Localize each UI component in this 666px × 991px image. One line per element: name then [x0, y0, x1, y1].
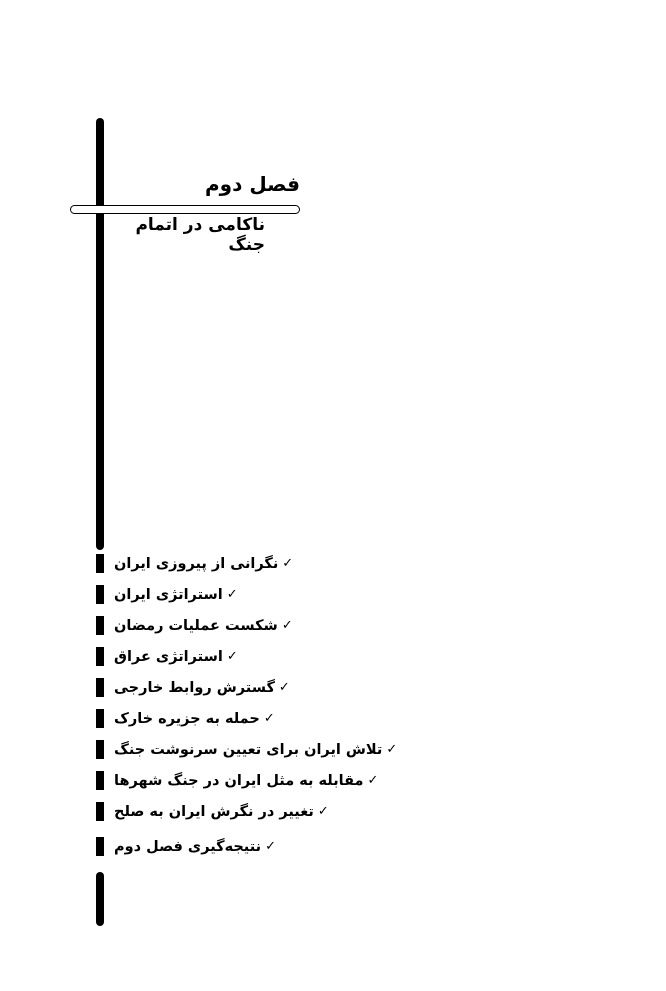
checkmark-icon: ✓	[367, 773, 379, 788]
checkmark-icon: ✓	[386, 742, 398, 757]
checkmark-icon: ✓	[281, 618, 293, 633]
checkmark-icon: ✓	[265, 839, 276, 854]
bar-marker-icon	[96, 740, 104, 759]
checkmark-icon: ✓	[226, 649, 238, 664]
bar-marker-icon	[96, 837, 104, 856]
toc-item	[96, 831, 397, 862]
bar-marker-icon	[96, 678, 104, 697]
toc-item	[96, 765, 397, 796]
toc-item-label: استراتژی ایران	[114, 586, 223, 603]
toc-item-label: استراتژی عراق	[114, 648, 223, 665]
bar-marker-icon	[96, 616, 104, 635]
bar-marker-icon	[96, 554, 104, 573]
toc-item-label: مقابله به مثل ایران در جنگ شهرها	[114, 772, 364, 789]
bar-marker-icon	[96, 802, 104, 821]
toc-item	[96, 672, 397, 703]
toc-item-label: نتیجه‌گیری فصل دوم	[114, 838, 262, 855]
checkmark-icon: ✓	[278, 680, 290, 695]
toc-item-label: تلاش ایران برای تعیین سرنوشت جنگ	[114, 741, 383, 758]
bar-marker-icon	[96, 647, 104, 666]
checkmark-icon: ✓	[226, 587, 238, 602]
checkmark-icon: ✓	[317, 804, 329, 819]
checkmark-icon: ✓	[282, 556, 294, 571]
bar-marker-icon	[96, 709, 104, 728]
toc-item	[96, 548, 397, 579]
bar-marker-icon	[96, 771, 104, 790]
toc-item	[96, 703, 397, 734]
chapter-rule	[70, 205, 300, 214]
checkmark-icon: ✓	[263, 711, 275, 726]
toc-item	[96, 610, 397, 641]
toc-item	[96, 734, 397, 765]
toc-item-label: نگرانی از پیروزی ایران	[114, 555, 279, 572]
toc-item-label: تغییر در نگرش ایران به صلح	[114, 803, 314, 820]
toc-item	[96, 641, 397, 672]
toc-item	[96, 796, 397, 827]
toc-item-label: گسترش روابط خارجی	[114, 679, 275, 696]
chapter-label: فصل دوم	[205, 172, 300, 196]
chapter-title: ناکامی در اتمام جنگ	[135, 215, 265, 255]
vertical-bar-bottom	[96, 872, 104, 926]
toc-item-label: شکست عملیات رمضان	[114, 617, 278, 634]
vertical-bar-top	[96, 118, 104, 550]
table-of-contents	[96, 548, 397, 862]
bar-marker-icon	[96, 585, 104, 604]
toc-item	[96, 579, 397, 610]
toc-item-label: حمله به جزیره خارک	[114, 710, 260, 727]
